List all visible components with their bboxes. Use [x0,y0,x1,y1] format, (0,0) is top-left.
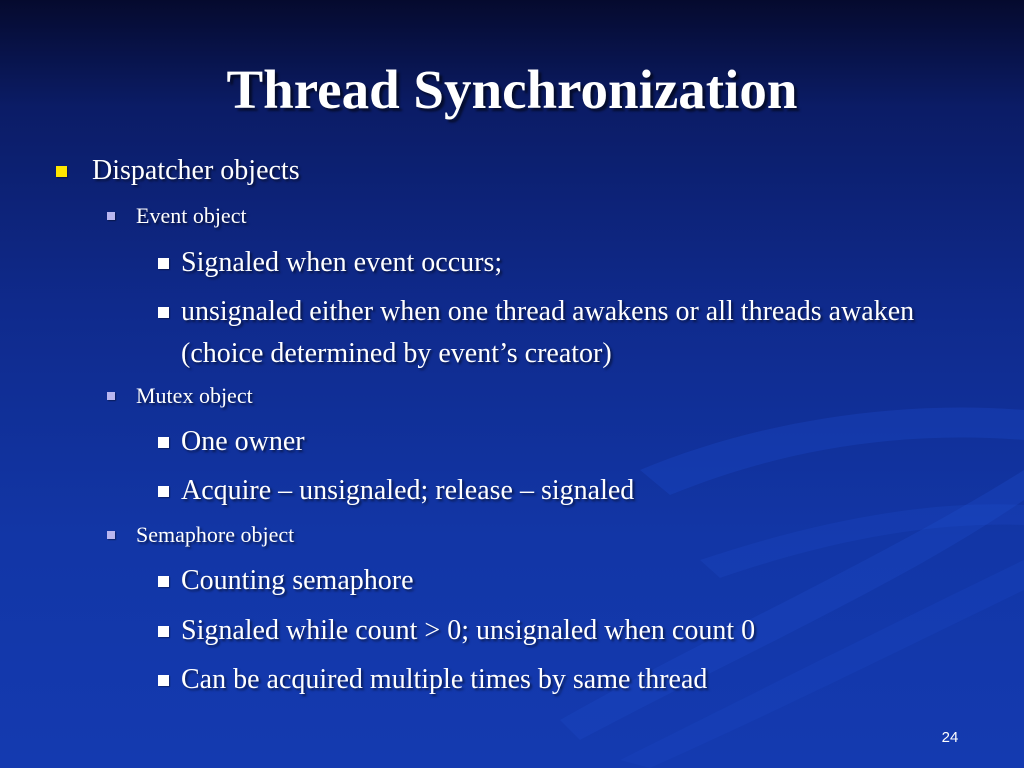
bullet-text: Dispatcher objects [92,155,300,186]
bullet-event-unsignaled [181,291,951,375]
bullet-square-icon [56,166,67,177]
bullet-square-icon [158,258,169,269]
bullet-square-icon [107,531,115,539]
bullet-dispatcher-objects [92,155,300,187]
bullet-semaphore-multiple [181,659,707,701]
bullet-square-icon [107,212,115,220]
bullet-text: Mutex object [136,383,253,408]
bullet-text: Counting semaphore [181,565,414,596]
bullet-square-icon [158,675,169,686]
bullet-mutex-owner [181,421,305,463]
bullet-mutex-acquire [181,470,634,512]
bullet-square-icon [107,392,115,400]
bullet-event-object [136,203,247,229]
bullet-square-icon [158,437,169,448]
bullet-square-icon [158,307,169,318]
bullet-square-icon [158,626,169,637]
bullet-text: Signaled when event occurs; [181,247,503,278]
bullet-text: Can be acquired multiple times by same thread [181,664,708,695]
bullet-text: Event object [136,203,247,228]
bullet-square-icon [158,576,169,587]
bullet-text: Acquire – unsignaled; release – signaled [181,475,635,506]
bullet-semaphore-object [136,522,294,548]
bullet-text: One owner [181,426,305,457]
slide-title: Thread Synchronization [226,59,798,120]
bullet-square-icon [158,486,169,497]
bullet-semaphore-counting [181,560,414,602]
bullet-text: Signaled while count > 0; unsignaled when count 0 [181,615,756,646]
bullet-event-signaled [181,242,502,284]
bullet-semaphore-signaled [181,610,755,652]
bullet-mutex-object [136,383,253,409]
bullet-text: Semaphore object [136,522,295,547]
page-number: 24 [941,729,959,746]
bullet-text: unsignaled either when one thread awakens or all threads awaken (choice determined by event’s creator) [181,296,915,369]
